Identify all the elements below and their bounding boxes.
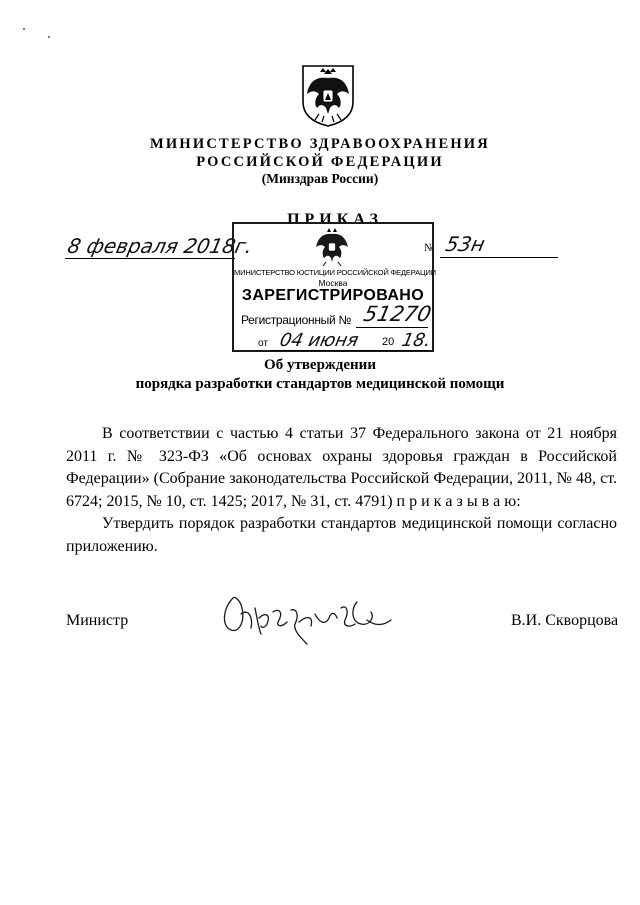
order-subject-line2: порядка разработки стандартов медицинской помощи	[135, 376, 505, 392]
signatory-name: В.И. Скворцова	[511, 612, 619, 629]
ministry-short-name: (Минздрав России)	[261, 171, 379, 186]
stamp-date-underline	[270, 350, 428, 351]
stamp-registration-label: Регистрационный №	[241, 313, 352, 327]
stamp-city: Москва	[318, 278, 348, 288]
russian-coat-of-arms-icon	[300, 64, 356, 128]
order-body-paragraph-1: В соответствии с частью 4 статьи 37 Федерального закона от 21 ноября 2011 г. № 323-ФЗ «Об основах охраны здоровья граждан в Российской Федерации» (Собрание законодательства Российской Федерации, 2011, № 48, ст. 6724; 2015, № 10, ст. 1425; 2017, № 31, ст. 4791) п р и к а з ы в а ю:	[66, 425, 617, 510]
scan-speck	[23, 28, 25, 30]
order-subject	[0, 356, 640, 394]
order-date-underline	[65, 258, 235, 259]
order-number-underline	[440, 257, 558, 258]
stamp-day-month: 04 июня	[277, 330, 361, 351]
scan-speck	[48, 36, 50, 38]
stamp-registration-number: 51270	[361, 302, 434, 326]
ministry-title	[0, 135, 640, 171]
signatory-position: Министр	[66, 612, 129, 629]
order-body	[66, 423, 617, 558]
stamp-coat-of-arms-icon	[312, 226, 352, 268]
stamp-year-handwritten: 18.	[399, 330, 433, 351]
order-body-paragraph-2: Утвердить порядок разработки стандартов медицинской помощи согласно приложению.	[66, 515, 617, 555]
stamp-organization: МИНИСТЕРСТВО ЮСТИЦИИ РОССИЙСКОЙ ФЕДЕРАЦИИ	[234, 268, 436, 277]
stamp-registration-underline	[356, 327, 428, 328]
order-date-handwritten: 8 февраля 2018г.	[65, 234, 255, 258]
stamp-date-prefix: от	[258, 338, 268, 349]
ministry-title-line2: РОССИЙСКОЙ ФЕДЕРАЦИИ	[196, 154, 444, 170]
order-number-handwritten: 53н	[443, 232, 488, 256]
stamp-registered-label: ЗАРЕГИСТРИРОВАНО	[241, 287, 425, 304]
order-subject-line1: Об утверждении	[264, 357, 376, 373]
stamp-year-prefix: 20	[382, 336, 395, 348]
order-title: ПРИКАЗ	[287, 211, 383, 228]
order-number-sign: №	[424, 242, 435, 254]
handwritten-signature-icon	[215, 578, 405, 652]
ministry-title-line1: МИНИСТЕРСТВО ЗДРАВООХРАНЕНИЯ	[150, 136, 490, 152]
